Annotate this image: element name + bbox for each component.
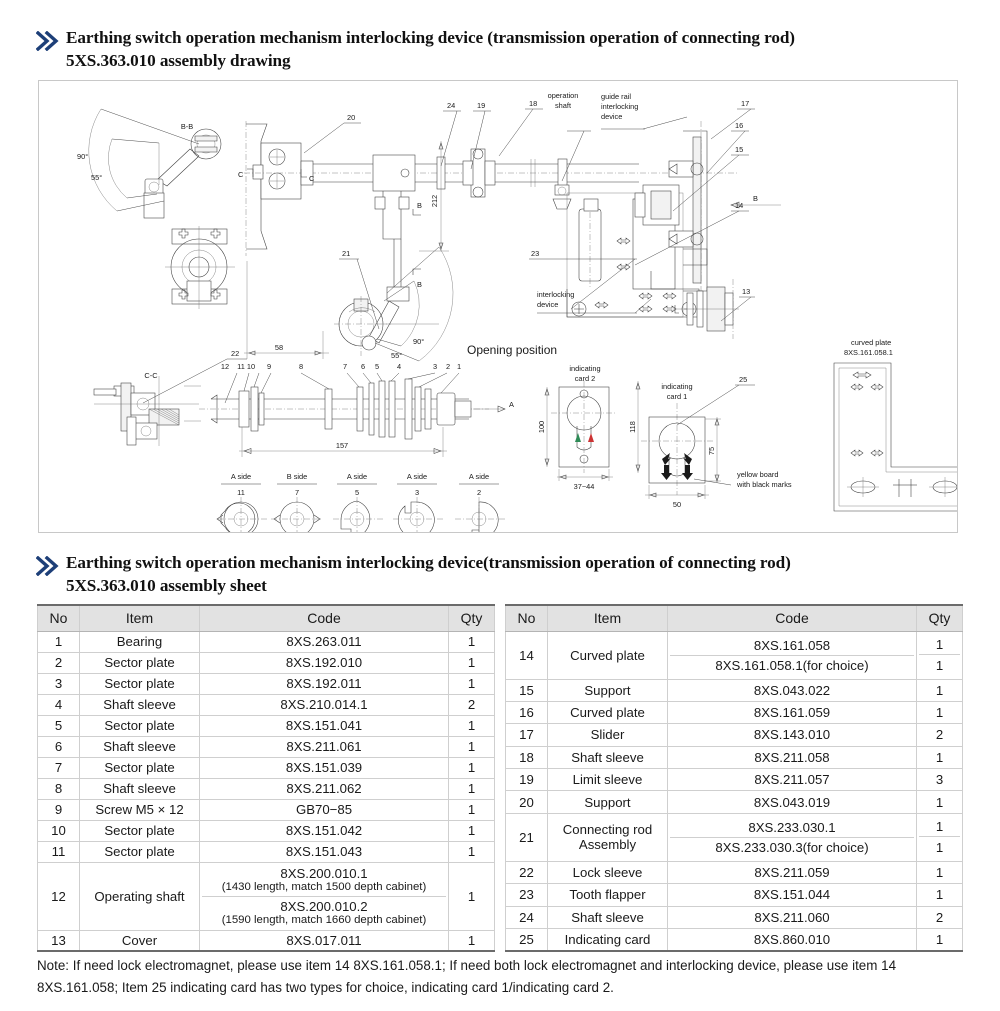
label-dim-58: 58 bbox=[274, 343, 284, 352]
cell-no: 16 bbox=[506, 701, 548, 723]
cell-no: 8 bbox=[38, 778, 80, 799]
footnote-text: Note: If need lock electromagnet, please use item 14 8XS.161.058.1; If need both lock electromagnet and interlocking device, please use item 14 8XS.161.058; Item 25 indicating card has two types for choice, indicating card 1/indicating card 2. bbox=[37, 958, 897, 995]
table-row bbox=[38, 799, 495, 820]
section-heading-assembly-drawing bbox=[36, 26, 966, 72]
sector-detail-1 bbox=[217, 472, 267, 532]
cell-no: 17 bbox=[506, 724, 548, 746]
dim-58 bbox=[244, 261, 329, 359]
sector-1-num: 11 bbox=[237, 488, 245, 497]
label-ind-card1-line1: indicating bbox=[661, 382, 693, 391]
cell-no: 3 bbox=[38, 673, 80, 694]
code-option-2 bbox=[202, 897, 446, 929]
callout-interlocking-line2: device bbox=[537, 300, 559, 309]
cell-code: 8XS.161.059 bbox=[668, 701, 917, 723]
cell-no: 20 bbox=[506, 791, 548, 813]
sector-5-num: 2 bbox=[476, 488, 482, 497]
sector-detail-2 bbox=[271, 472, 323, 532]
table-row bbox=[38, 736, 495, 757]
shaft-detail-view bbox=[199, 362, 514, 457]
cell-code-multi bbox=[668, 813, 917, 861]
table-row bbox=[506, 724, 963, 746]
dim-118-100 bbox=[537, 381, 640, 473]
col-header-code: Code bbox=[200, 605, 449, 631]
col-header-no: No bbox=[38, 605, 80, 631]
cell-qty: 1 bbox=[917, 929, 963, 951]
qty-option-1: 1 bbox=[919, 816, 960, 837]
cell-qty: 1 bbox=[917, 679, 963, 701]
assembly-drawing-svg bbox=[39, 81, 957, 532]
table-row bbox=[38, 820, 495, 841]
label-c-mark-left: C bbox=[238, 170, 244, 179]
code-option-2: 8XS.161.058.1(for choice) bbox=[715, 657, 869, 673]
cell-item: Indicating card bbox=[548, 929, 668, 951]
table-row bbox=[506, 906, 963, 928]
cell-qty: 1 bbox=[917, 861, 963, 883]
table-row bbox=[506, 884, 963, 906]
cell-item: Shaft sleeve bbox=[80, 736, 200, 757]
col-header-no: No bbox=[506, 605, 548, 631]
cell-item: Shaft sleeve bbox=[548, 906, 668, 928]
sector-4-side: A side bbox=[406, 472, 428, 481]
table-row bbox=[38, 778, 495, 799]
label-opening-position: Opening position bbox=[467, 343, 558, 357]
cell-qty: 2 bbox=[917, 724, 963, 746]
label-yellow-board-line1: yellow board bbox=[737, 470, 779, 479]
label-angle-90-open: 90° bbox=[413, 337, 425, 346]
table-row bbox=[38, 673, 495, 694]
section-marks-b bbox=[413, 201, 422, 289]
cell-no: 22 bbox=[506, 861, 548, 883]
table-row bbox=[506, 861, 963, 883]
code-main: 8XS.200.010.1 bbox=[280, 865, 368, 881]
label-dim-37-44: 37~44 bbox=[573, 482, 595, 491]
cell-qty: 1 bbox=[917, 884, 963, 906]
cell-qty-multi bbox=[917, 631, 963, 679]
shaft-num-5: 5 bbox=[374, 362, 380, 371]
callout-18: 18 bbox=[529, 99, 538, 108]
label-yellow-board-line2: with black marks bbox=[737, 480, 792, 489]
cell-code: 8XS.211.057 bbox=[668, 769, 917, 791]
heading-text bbox=[66, 26, 795, 72]
heading-line-2: 5XS.363.010 assembly drawing bbox=[66, 51, 291, 70]
cell-code-multi bbox=[200, 862, 449, 930]
cell-item: Sector plate bbox=[80, 715, 200, 736]
table-row bbox=[38, 757, 495, 778]
shaft-num-11: 11 bbox=[237, 362, 245, 371]
label-section-bb: B-B bbox=[180, 122, 194, 131]
callout-16: 16 bbox=[735, 121, 744, 130]
code-option-1 bbox=[202, 864, 446, 897]
sector-2-side: B side bbox=[286, 472, 308, 481]
cell-item: Cover bbox=[80, 930, 200, 951]
table-row bbox=[38, 652, 495, 673]
cell-item: Screw M5 × 12 bbox=[80, 799, 200, 820]
cell-code: 8XS.143.010 bbox=[668, 724, 917, 746]
dim-75 bbox=[705, 417, 721, 483]
table-row bbox=[38, 694, 495, 715]
cell-no: 6 bbox=[38, 736, 80, 757]
qty-option-2: 1 bbox=[935, 840, 944, 856]
cell-item: Curved plate bbox=[548, 701, 668, 723]
cell-no: 23 bbox=[506, 884, 548, 906]
curved-plate-view bbox=[834, 338, 957, 511]
label-ind-card2-line1: indicating bbox=[569, 364, 601, 373]
sector-5-side: A side bbox=[468, 472, 490, 481]
cell-code: 8XS.211.060 bbox=[668, 906, 917, 928]
code-option-2: 8XS.233.030.3(for choice) bbox=[715, 839, 869, 855]
table-row bbox=[506, 929, 963, 951]
callout-interlocking-line1: interlocking bbox=[537, 290, 575, 299]
cell-code: 8XS.211.062 bbox=[200, 778, 449, 799]
callout-guide-rail-line3: device bbox=[601, 112, 623, 121]
double-chevron-icon-2 bbox=[36, 556, 62, 578]
parts-tables bbox=[37, 604, 963, 952]
shaft-num-12: 12 bbox=[220, 362, 230, 371]
cell-code: 8XS.151.043 bbox=[200, 841, 449, 862]
cell-item: Shaft sleeve bbox=[548, 746, 668, 768]
cell-item: Curved plate bbox=[548, 631, 668, 679]
cell-code: 8XS.151.042 bbox=[200, 820, 449, 841]
cell-code: 8XS.211.059 bbox=[668, 861, 917, 883]
callout-13: 13 bbox=[742, 287, 751, 296]
heading-text-2 bbox=[66, 551, 791, 597]
cell-no: 25 bbox=[506, 929, 548, 951]
label-item-22: 22 bbox=[231, 349, 240, 358]
cell-item: Sector plate bbox=[80, 652, 200, 673]
table-row-operating-shaft bbox=[38, 862, 495, 930]
cell-code: 8XS.192.010 bbox=[200, 652, 449, 673]
cell-no: 5 bbox=[38, 715, 80, 736]
curved-plate-holes bbox=[851, 372, 883, 456]
cell-qty: 1 bbox=[917, 791, 963, 813]
cell-item: Sector plate bbox=[80, 841, 200, 862]
label-c-mark-right: C bbox=[309, 174, 315, 183]
callout-17: 17 bbox=[741, 99, 750, 108]
cell-item: Lock sleeve bbox=[548, 861, 668, 883]
cell-code: GB70−85 bbox=[200, 799, 449, 820]
shaft-num-1: 1 bbox=[456, 362, 462, 371]
cell-code: 8XS.043.022 bbox=[668, 679, 917, 701]
shaft-num-2: 2 bbox=[445, 362, 451, 371]
cell-qty-multi bbox=[917, 813, 963, 861]
cell-qty: 1 bbox=[449, 862, 495, 930]
cell-code: 8XS.017.011 bbox=[200, 930, 449, 951]
table-header-row-right bbox=[506, 605, 963, 631]
qty-option-2: 1 bbox=[935, 658, 944, 673]
cell-item: Support bbox=[548, 679, 668, 701]
heading2-line-1: Earthing switch operation mechanism interlocking device(transmission operation of connecting rod) bbox=[66, 553, 791, 572]
label-shaft-a-arrow: A bbox=[509, 400, 514, 409]
cell-qty: 1 bbox=[917, 746, 963, 768]
cell-no: 1 bbox=[38, 631, 80, 652]
bearing-front-view bbox=[165, 226, 235, 309]
section-heading-assembly-sheet bbox=[36, 551, 966, 597]
callout-guide-rail-line2: interlocking bbox=[601, 102, 639, 111]
sector-2-num: 7 bbox=[294, 488, 300, 497]
callout-15: 15 bbox=[735, 145, 744, 154]
indicating-card-1-view bbox=[641, 375, 792, 509]
cell-no: 14 bbox=[506, 631, 548, 679]
cell-item: Sector plate bbox=[80, 820, 200, 841]
cell-qty: 1 bbox=[449, 736, 495, 757]
sector-1-side: A side bbox=[230, 472, 252, 481]
callout-14: 14 bbox=[735, 201, 744, 210]
cell-no: 9 bbox=[38, 799, 80, 820]
callout-23: 23 bbox=[531, 249, 540, 258]
table-row bbox=[506, 769, 963, 791]
label-dim-75: 75 bbox=[707, 446, 716, 456]
parts-table-right bbox=[505, 604, 963, 952]
callout-20: 20 bbox=[347, 113, 356, 122]
double-chevron-icon bbox=[36, 31, 62, 53]
cell-qty: 1 bbox=[449, 799, 495, 820]
cell-no: 4 bbox=[38, 694, 80, 715]
callout-operation-shaft-line2: shaft bbox=[554, 101, 572, 110]
cell-item: Limit sleeve bbox=[548, 769, 668, 791]
cell-no: 11 bbox=[38, 841, 80, 862]
label-ind-card1-line2: card 1 bbox=[666, 392, 688, 401]
cell-qty: 3 bbox=[917, 769, 963, 791]
cell-code-multi bbox=[668, 631, 917, 679]
table-row bbox=[38, 715, 495, 736]
label-angle-90-bb: 90° bbox=[77, 152, 89, 161]
table-row bbox=[506, 746, 963, 768]
label-dim-212: 212 bbox=[430, 194, 439, 208]
cell-code: 8XS.043.019 bbox=[668, 791, 917, 813]
cell-item: Sector plate bbox=[80, 673, 200, 694]
section-bb-view bbox=[77, 109, 221, 218]
shaft-num-4: 4 bbox=[396, 362, 402, 371]
cell-no: 13 bbox=[38, 930, 80, 951]
callout-operation-shaft-line1: operation bbox=[547, 91, 579, 100]
cell-no: 7 bbox=[38, 757, 80, 778]
cell-no: 19 bbox=[506, 769, 548, 791]
sector-plate-details bbox=[217, 472, 505, 532]
col-header-item: Item bbox=[80, 605, 200, 631]
cell-no: 21 bbox=[506, 813, 548, 861]
item-line-2: Assembly bbox=[578, 837, 637, 853]
label-arrow-b: B bbox=[753, 194, 758, 203]
shaft-num-6: 6 bbox=[360, 362, 366, 371]
cell-code: 8XS.211.061 bbox=[200, 736, 449, 757]
indicating-card-2-view bbox=[537, 364, 640, 491]
sector-detail-5 bbox=[455, 472, 505, 532]
cell-no: 2 bbox=[38, 652, 80, 673]
dim-37-44 bbox=[557, 469, 613, 491]
table-row bbox=[38, 631, 495, 652]
opening-position-view bbox=[244, 239, 557, 361]
cell-qty: 1 bbox=[449, 820, 495, 841]
label-section-cc: C-C bbox=[144, 371, 158, 380]
label-b-mark-top: B bbox=[417, 201, 422, 210]
shaft-num-3: 3 bbox=[432, 362, 438, 371]
table-row-curved-plate bbox=[506, 631, 963, 679]
label-dim-118: 118 bbox=[628, 421, 637, 433]
cell-qty: 1 bbox=[449, 841, 495, 862]
cell-code: 8XS.263.011 bbox=[200, 631, 449, 652]
cell-qty: 2 bbox=[449, 694, 495, 715]
table-header-row-left bbox=[38, 605, 495, 631]
cell-no: 18 bbox=[506, 746, 548, 768]
code-sub: (1430 length, match 1500 depth cabinet) bbox=[221, 880, 427, 893]
heading2-line-2: 5XS.363.010 assembly sheet bbox=[66, 576, 267, 595]
cell-code: 8XS.151.044 bbox=[668, 884, 917, 906]
cell-item: Shaft sleeve bbox=[80, 694, 200, 715]
callout-19: 19 bbox=[477, 101, 486, 110]
label-angle-55-open: 55° bbox=[391, 351, 403, 360]
cell-item: Operating shaft bbox=[80, 862, 200, 930]
cell-qty: 1 bbox=[449, 778, 495, 799]
qty-option-1: 1 bbox=[919, 634, 960, 655]
table-row bbox=[38, 930, 495, 951]
cell-qty: 1 bbox=[449, 930, 495, 951]
cell-code: 8XS.192.011 bbox=[200, 673, 449, 694]
label-curved-plate-line2: 8XS.161.058.1 bbox=[844, 348, 893, 357]
table-row-connecting-rod bbox=[506, 813, 963, 861]
cell-item: Sector plate bbox=[80, 757, 200, 778]
dim-157 bbox=[239, 427, 447, 457]
sector-3-side: A side bbox=[346, 472, 368, 481]
cell-no: 12 bbox=[38, 862, 80, 930]
label-angle-55-bb: 55° bbox=[91, 173, 103, 182]
shaft-num-10: 10 bbox=[246, 362, 256, 371]
sector-3-num: 5 bbox=[354, 488, 360, 497]
cell-no: 24 bbox=[506, 906, 548, 928]
cell-qty: 1 bbox=[449, 631, 495, 652]
sector-detail-3 bbox=[333, 472, 383, 532]
code-sub: (1590 length, match 1660 depth cabinet) bbox=[221, 913, 427, 926]
heading-line-1: Earthing switch operation mechanism interlocking device (transmission operation of connecting rod) bbox=[66, 28, 795, 47]
col-header-code: Code bbox=[668, 605, 917, 631]
cell-item-multiline bbox=[548, 813, 668, 861]
code-option-1: 8XS.161.058 bbox=[670, 636, 914, 656]
label-ind-card2-line2: card 2 bbox=[574, 374, 596, 383]
item-line-1: Connecting rod bbox=[562, 822, 653, 838]
table-row bbox=[506, 791, 963, 813]
col-header-qty: Qty bbox=[449, 605, 495, 631]
callout-24: 24 bbox=[447, 101, 456, 110]
cell-no: 10 bbox=[38, 820, 80, 841]
label-b-mark-bottom: B bbox=[417, 280, 422, 289]
sector-4-num: 3 bbox=[414, 488, 420, 497]
cell-code: 8XS.210.014.1 bbox=[200, 694, 449, 715]
cell-qty: 1 bbox=[449, 715, 495, 736]
callout-21: 21 bbox=[342, 249, 351, 258]
label-dim-100: 100 bbox=[537, 420, 546, 434]
cell-item: Tooth flapper bbox=[548, 884, 668, 906]
label-dim-50: 50 bbox=[672, 500, 682, 509]
cell-qty: 1 bbox=[449, 757, 495, 778]
table-row bbox=[506, 679, 963, 701]
label-dim-157: 157 bbox=[335, 441, 349, 450]
callout-25: 25 bbox=[739, 375, 748, 384]
cell-qty: 1 bbox=[917, 701, 963, 723]
cell-item: Support bbox=[548, 791, 668, 813]
cell-qty: 1 bbox=[449, 652, 495, 673]
table-row bbox=[506, 701, 963, 723]
callout-guide-rail-line1: guide rail bbox=[601, 92, 631, 101]
assembly-drawing-figure bbox=[38, 80, 958, 533]
table-row bbox=[38, 841, 495, 862]
shaft-num-8: 8 bbox=[298, 362, 304, 371]
col-header-qty: Qty bbox=[917, 605, 963, 631]
cell-item: Shaft sleeve bbox=[80, 778, 200, 799]
cell-item: Slider bbox=[548, 724, 668, 746]
label-curved-plate-line1: curved plate bbox=[851, 338, 892, 347]
code-main: 8XS.200.010.2 bbox=[280, 898, 368, 914]
shaft-num-7: 7 bbox=[342, 362, 348, 371]
cell-code: 8XS.151.039 bbox=[200, 757, 449, 778]
cell-code: 8XS.211.058 bbox=[668, 746, 917, 768]
cell-code: 8XS.860.010 bbox=[668, 929, 917, 951]
cell-qty: 1 bbox=[449, 673, 495, 694]
cell-qty: 2 bbox=[917, 906, 963, 928]
cell-item: Bearing bbox=[80, 631, 200, 652]
sector-detail-4 bbox=[393, 472, 443, 532]
cell-no: 15 bbox=[506, 679, 548, 701]
shaft-num-9: 9 bbox=[266, 362, 272, 371]
shaft-sleeves bbox=[437, 149, 639, 209]
code-option-1: 8XS.233.030.1 bbox=[670, 818, 914, 838]
cell-code: 8XS.151.041 bbox=[200, 715, 449, 736]
parts-table-left bbox=[37, 604, 495, 952]
col-header-item: Item bbox=[548, 605, 668, 631]
